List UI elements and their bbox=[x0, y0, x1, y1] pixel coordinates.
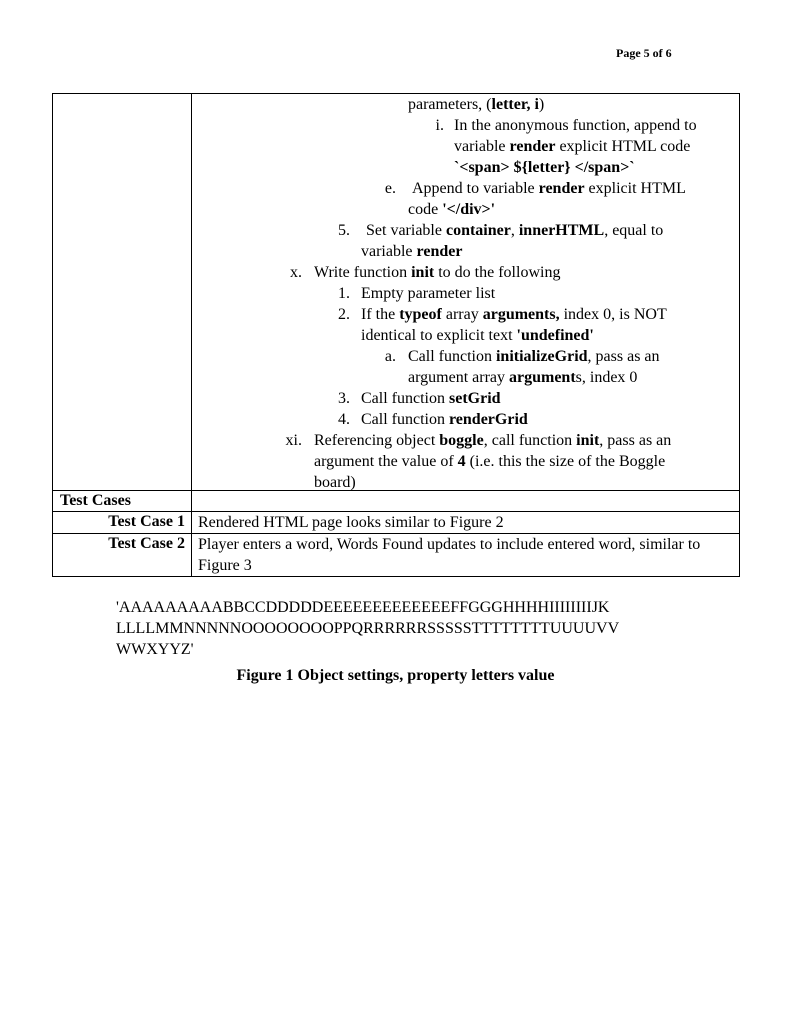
test-cases-heading: Test Cases bbox=[53, 491, 192, 512]
instruction-line: In the anonymous function, append to bbox=[454, 117, 697, 134]
instruction-line: Call function renderGrid bbox=[361, 411, 528, 428]
instruction-line: Append to variable render explicit HTML bbox=[412, 180, 686, 197]
letters-line: LLLLMMNNNNNOOOOOOOOPPQRRRRRRSSSSSTTTTTTTTUUUUVV bbox=[116, 620, 620, 637]
instruction-line: Call function setGrid bbox=[361, 390, 501, 407]
instruction-line: argument the value of 4 (i.e. this the size of the Boggle bbox=[314, 453, 666, 470]
instruction-line: Empty parameter list bbox=[361, 285, 496, 302]
list-marker: 5. bbox=[338, 222, 350, 239]
instruction-line: If the typeof array arguments, index 0, is NOT bbox=[361, 306, 667, 323]
test-case-description: Player enters a word, Words Found updates to include entered word, similar to Figure 3 bbox=[192, 534, 740, 577]
instruction-line: variable render explicit HTML code bbox=[454, 138, 691, 155]
letters-line: WWXYYZ' bbox=[116, 641, 194, 658]
page-number: Page 5 of 6 bbox=[616, 46, 672, 60]
figure-caption: Figure 1 Object settings, property letters value bbox=[236, 667, 555, 684]
test-cases-header-empty bbox=[192, 491, 740, 512]
test-case-label: Test Case 1 bbox=[53, 512, 192, 534]
list-marker: x. bbox=[290, 264, 302, 281]
instruction-line: code '</div>' bbox=[408, 201, 496, 218]
table-row bbox=[53, 512, 740, 534]
instruction-line: identical to explicit text 'undefined' bbox=[361, 327, 594, 344]
letters-line: 'AAAAAAAAABBCCDDDDDEEEEEEEEEEEEEFFGGGHHHHIIIIIIIIJK bbox=[116, 599, 610, 616]
instruction-line: parameters, (letter, i) bbox=[408, 96, 545, 113]
instruction-line: Referencing object boggle, call function init, pass as an bbox=[314, 432, 672, 449]
letters-value-block bbox=[116, 597, 696, 660]
instruction-line: board) bbox=[314, 474, 356, 491]
instruction-line: Call function initializeGrid, pass as an bbox=[408, 348, 660, 365]
instruction-line: Write function init to do the following bbox=[314, 264, 561, 281]
list-marker: 2. bbox=[338, 306, 350, 323]
instruction-label-cell bbox=[53, 94, 192, 491]
instruction-row bbox=[53, 94, 740, 491]
instruction-line: argument array arguments, index 0 bbox=[408, 369, 638, 386]
list-marker: xi. bbox=[285, 432, 302, 449]
test-cases-header-row bbox=[53, 491, 740, 512]
instruction-cell bbox=[192, 94, 740, 491]
list-marker: e. bbox=[384, 180, 396, 197]
list-marker: i. bbox=[435, 117, 444, 134]
list-marker: 4. bbox=[338, 411, 350, 428]
instructions-table bbox=[52, 93, 740, 577]
instruction-line: variable render bbox=[361, 243, 463, 260]
list-marker: 1. bbox=[338, 285, 350, 302]
test-case-label: Test Case 2 bbox=[53, 534, 192, 577]
list-marker: 3. bbox=[338, 390, 350, 407]
instruction-line: Set variable container, innerHTML, equal to bbox=[366, 222, 664, 239]
instruction-line: `<span> ${letter} </span>` bbox=[454, 159, 635, 176]
list-marker: a. bbox=[384, 348, 396, 365]
test-case-description: Rendered HTML page looks similar to Figure 2 bbox=[192, 512, 740, 534]
table-row bbox=[53, 534, 740, 577]
